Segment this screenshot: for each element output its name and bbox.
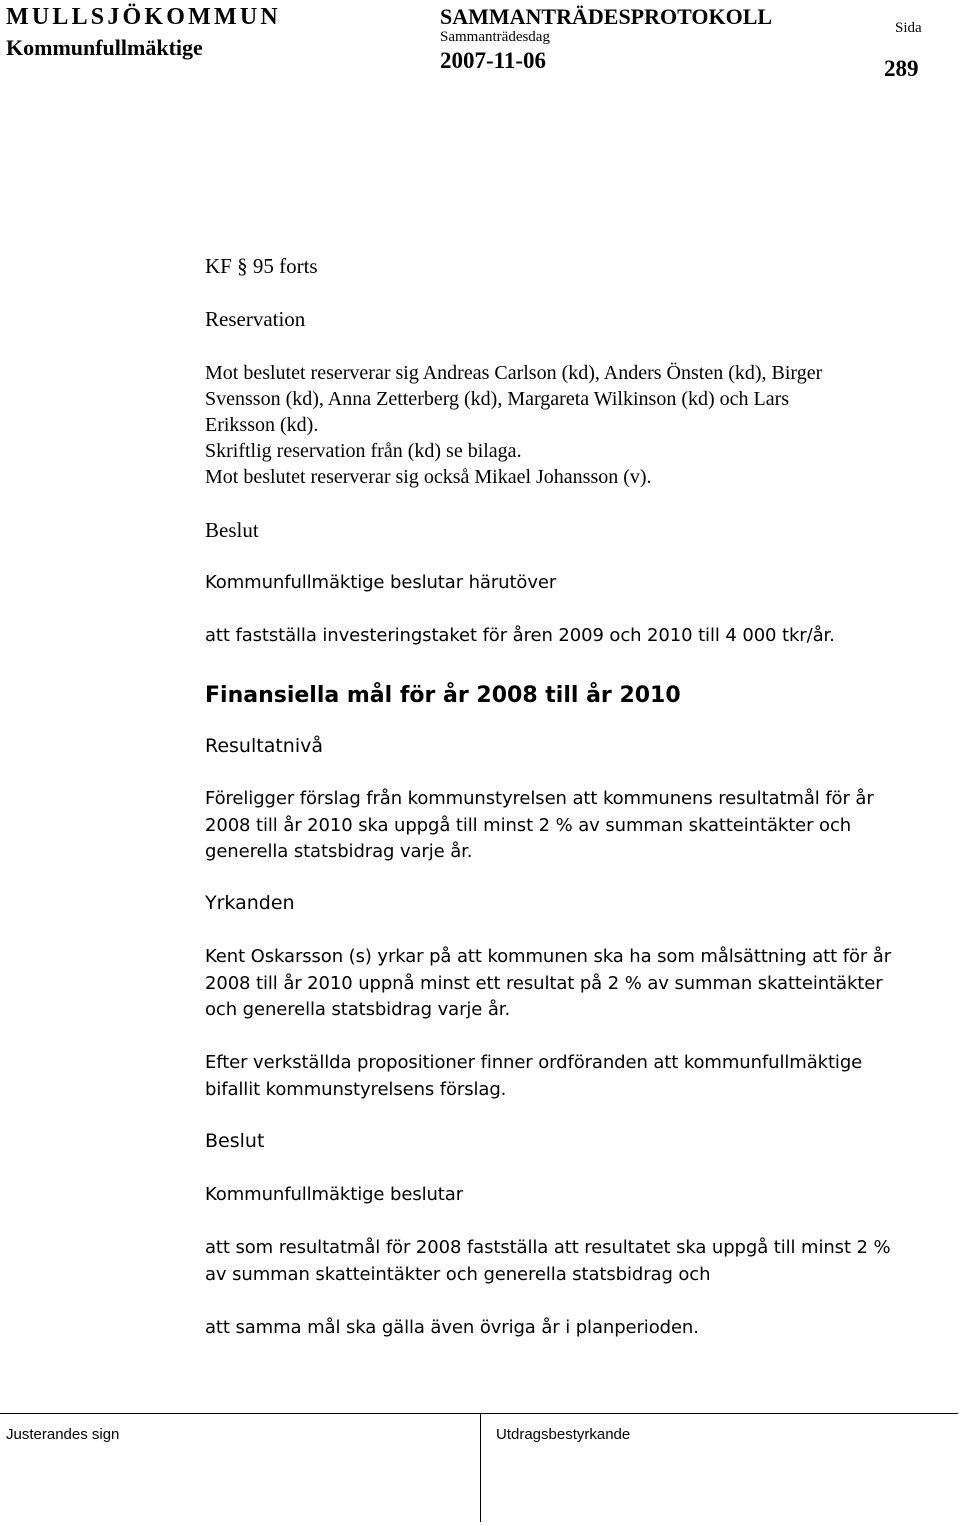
- meeting-date: 2007-11-06: [440, 48, 547, 73]
- footer-rule: [0, 1413, 958, 1414]
- text-line: Eriksson (kd).: [205, 414, 319, 436]
- footer-divider: [480, 1414, 481, 1522]
- beslut-decision: [205, 1235, 945, 1288]
- reservation-heading: Reservation: [205, 307, 306, 331]
- text-line: generella statsbidrag varje år.: [205, 841, 473, 862]
- beslut-heading: Beslut: [205, 518, 259, 542]
- text-line: att som resultatmål för 2008 fastställa att resultatet ska uppgå till minst 2 %: [205, 1237, 891, 1258]
- justerandes-sign-label: Justerandes sign: [6, 1426, 120, 1443]
- page-label: Sida: [895, 20, 922, 36]
- beslut-heading: Beslut: [205, 1130, 265, 1152]
- yrkanden-heading: Yrkanden: [205, 892, 295, 914]
- beslut-decision: att samma mål ska gälla även övriga år i planperioden.: [205, 1317, 699, 1338]
- text-line: Mot beslutet reserverar sig Andreas Carlson (kd), Anders Önsten (kd), Birger: [205, 362, 823, 384]
- resultatniva-paragraph: [205, 786, 945, 866]
- text-line: 2008 till år 2010 uppnå minst ett resultat på 2 % av summan skatteintäkter: [205, 972, 883, 994]
- paragraph-reference: KF § 95 forts: [205, 254, 318, 278]
- proposition-paragraph: [205, 1050, 945, 1103]
- page-number: 289: [884, 56, 919, 81]
- beslut-intro: Kommunfullmäktige beslutar härutöver: [205, 572, 557, 593]
- utdragsbestyrkande-label: Utdragsbestyrkande: [496, 1426, 631, 1443]
- text-line: Kent Oskarsson (s) yrkar på att kommunen ska ha som målsättning att för år: [205, 946, 892, 967]
- yrkanden-paragraph: [205, 944, 945, 1024]
- text-line: 2008 till år 2010 ska uppgå till minst 2 % av summan skatteintäkter och: [205, 814, 852, 836]
- organization-name: MULLSJÖKOMMUN: [6, 4, 281, 30]
- text-line: Svensson (kd), Anna Zetterberg (kd), Margareta Wilkinson (kd) och Lars: [205, 388, 790, 410]
- organization-body: Kommunfullmäktige: [6, 35, 203, 60]
- meeting-date-label: Sammanträdesdag: [440, 29, 550, 45]
- section-heading-finansiella: Finansiella mål för år 2008 till år 2010: [205, 683, 681, 708]
- text-line: Efter verkställda propositioner finner ordföranden att kommunfullmäktige: [205, 1052, 863, 1073]
- text-line: Skriftlig reservation från (kd) se bilaga.: [205, 440, 522, 462]
- text-line: av summan skatteintäkter och generella statsbidrag och: [205, 1263, 711, 1285]
- text-line: och generella statsbidrag varje år.: [205, 999, 511, 1020]
- beslut-intro: Kommunfullmäktige beslutar: [205, 1184, 463, 1205]
- resultatniva-heading: Resultatnivå: [205, 735, 324, 757]
- reservation-paragraph: [205, 360, 945, 490]
- text-line: Föreligger förslag från kommunstyrelsen att kommunens resultatmål för år: [205, 788, 874, 809]
- text-line: bifallit kommunstyrelsens förslag.: [205, 1078, 507, 1100]
- beslut-decision: att fastställa investeringstaket för åren 2009 och 2010 till 4 000 tkr/år.: [205, 625, 835, 646]
- text-line: Mot beslutet reserverar sig också Mikael Johansson (v).: [205, 466, 652, 488]
- document-title: SAMMANTRÄDESPROTOKOLL: [440, 4, 773, 29]
